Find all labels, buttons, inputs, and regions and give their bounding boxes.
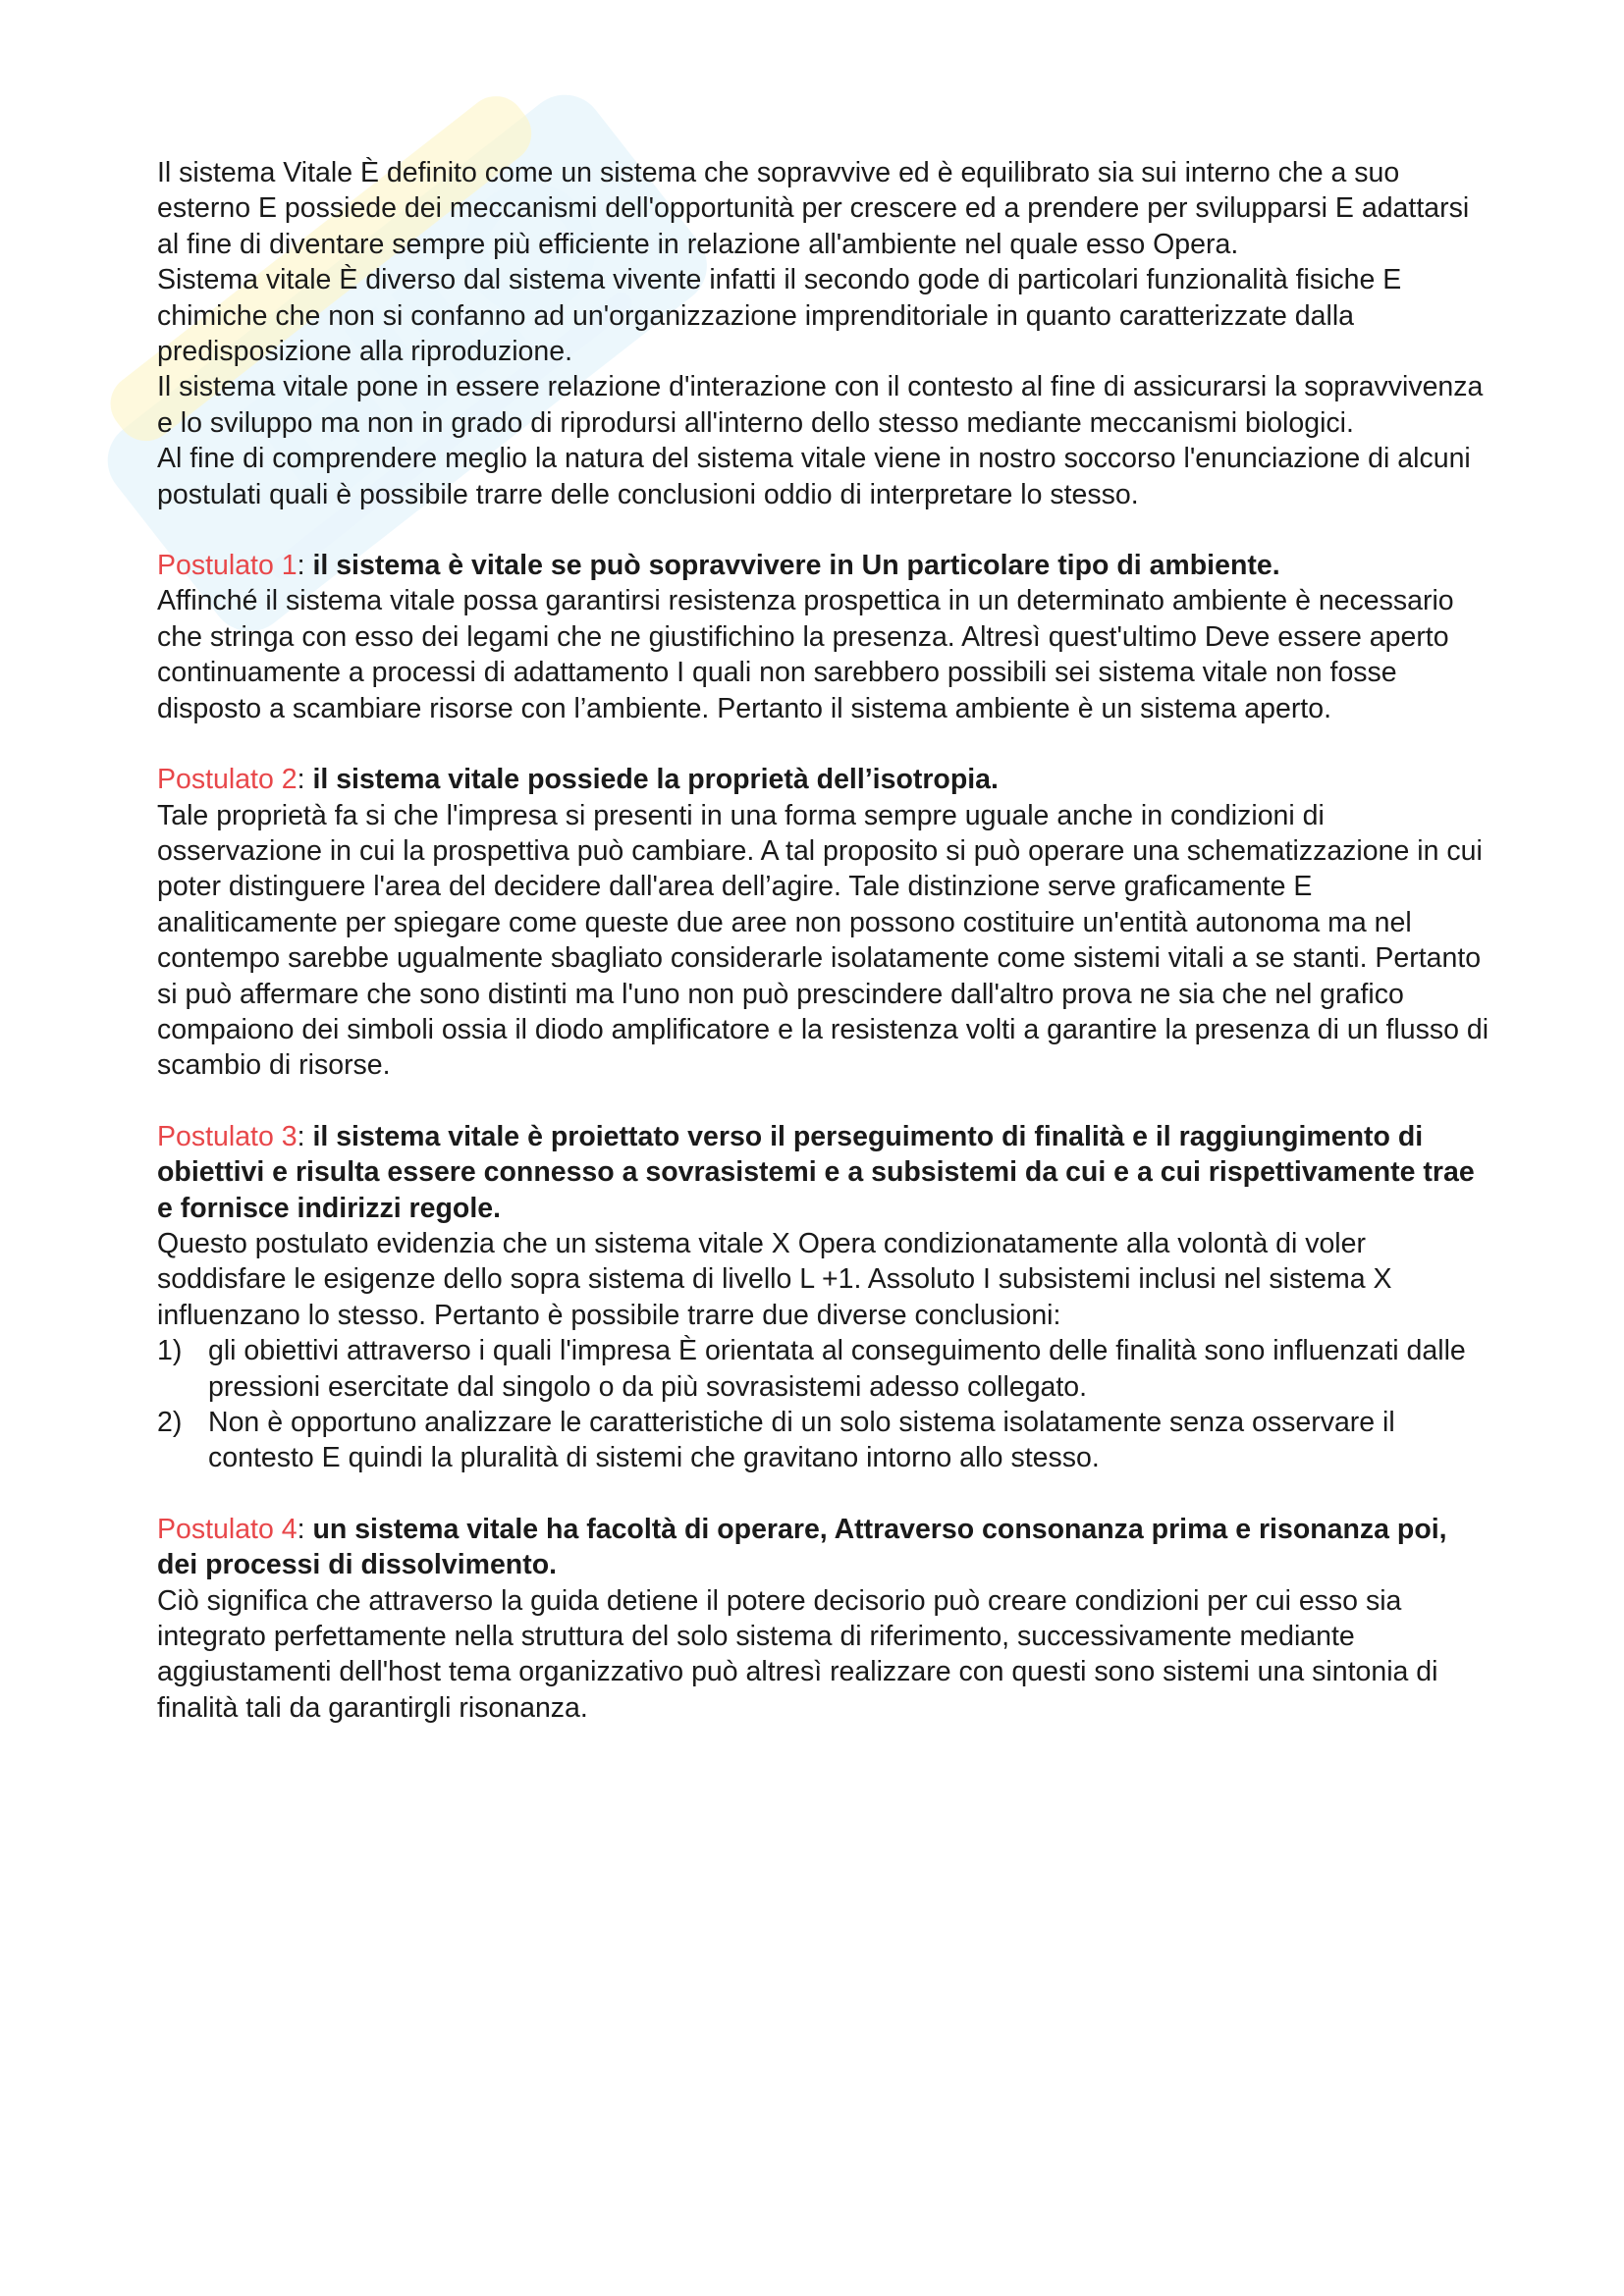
postulate-heading [157,1512,1492,1583]
intro-paragraph-3: Il sistema vitale pone in essere relazione d'interazione con il contesto al fine di assicurarsi la sopravvivenza e lo sviluppo ma non in grado di riprodursi all'interno dello stesso mediante meccanismi biologici. [157,371,1484,439]
postulate-title: un sistema vitale ha facoltà di operare, Attraverso consonanza prima e risonanza poi, dei processi di dissolvimento. [157,1513,1447,1581]
spacer [157,512,1492,548]
postulate-heading [157,548,1492,583]
postulate-separator: : [297,764,313,796]
postulate-3 [157,1119,1492,1476]
postulate-separator: : [297,1513,313,1545]
intro-paragraph-2: Sistema vitale È diverso dal sistema vivente infatti il secondo gode di particolari funzionalità fisiche E chimiche che non si confanno ad un'organizzazione imprenditoriale in quanto caratterizzate dalla predisposizione alla riproduzione. [157,264,1402,368]
spacer [157,1084,1492,1119]
intro-paragraph-4: Al fine di comprendere meglio la natura del sistema vitale viene in nostro soccorso l'enunciazione di alcuni postulati quali è possibile trarre delle conclusioni oddio di interpretare lo stesso. [157,443,1471,510]
postulate-separator: : [297,550,313,582]
postulate-label: Postulato 2 [157,764,298,796]
document-body [157,155,1492,1726]
postulate-label: Postulato 1 [157,550,298,582]
postulate-body: Ciò significa che attraverso la guida detiene il potere decisorio può creare condizioni per cui esso sia integrato perfettamente nella struttura del solo sistema di riferimento, successivamente mediante aggiustamenti dell'host tema organizzativo può altresì realizzare con questi sono sistemi una sintonia di finalità tali da garantirgli risonanza. [157,1584,1438,1724]
postulate-label: Postulato 3 [157,1120,298,1152]
list-item-text: gli obiettivi attraverso i quali l'impresa È orientata al conseguimento delle finalità sono influenzati dalle pressioni esercitate dal singolo o da più sovrasistemi adesso collegato. [208,1335,1466,1403]
conclusions-list [157,1333,1492,1476]
postulate-heading [157,762,1492,797]
postulate-4 [157,1512,1492,1726]
list-item-text: Non è opportuno analizzare le caratteristiche di un solo sistema isolatamente senza osservare il contesto E quindi la pluralità di sistemi che gravitano intorno allo stesso. [208,1407,1395,1474]
postulate-body: Tale proprietà fa si che l'impresa si presenti in una forma sempre uguale anche in condizioni di osservazione in cui la prospettiva può cambiare. A tal proposito si può operare una schematizzazione in cui poter distinguere l'area del decidere dall'area dell’agire. Tale distinzione serve graficamente E analiticamente per spiegare come queste due aree non possono costituire un'entità autonoma ma nel contempo sarebbe ugualmente sbagliato considerarle isolatamente come sistemi vitali a se stanti. Pertanto si può affermare che sono distinti ma l'uno non può prescindere dall'altro prova ne sia che nel grafico compaiono dei simboli ossia il diodo amplificatore e la resistenza volti a garantire la presenza di un flusso di scambio di risorse. [157,799,1489,1082]
postulate-body: Affinché il sistema vitale possa garantirsi resistenza prospettica in un determinato ambiente è necessario che stringa con esso dei legami che ne giustifichino la presenza. Altresì quest'ultimo Deve essere aperto continuamente a processi di adattamento I quali non sarebbero possibili sei sistema vitale non fosse disposto a scambiare risorse con l’ambiente. Pertanto il sistema ambiente è un sistema aperto. [157,585,1454,724]
list-item [157,1405,1492,1476]
intro-paragraph-1: Il sistema Vitale È definito come un sistema che sopravvive ed è equilibrato sia sui interno che a suo esterno E possiede dei meccanismi dell'opportunità per crescere ed a prendere per svilupparsi E adattarsi al fine di diventare sempre più efficiente in relazione all'ambiente nel quale esso Opera. [157,157,1470,260]
postulate-heading [157,1119,1492,1226]
list-item-number: 1) [157,1335,183,1367]
postulate-title: il sistema vitale possiede la proprietà dell’isotropia. [312,764,999,796]
list-item [157,1333,1492,1405]
spacer [157,726,1492,762]
list-item-number: 2) [157,1407,183,1438]
postulate-title: il sistema vitale è proiettato verso il perseguimento di finalità e il raggiungimento di obiettivi e risulta essere connesso a sovrasistemi e a subsistemi da cui e a cui rispettivamente trae e fornisce indirizzi regole. [157,1120,1475,1224]
postulate-label: Postulato 4 [157,1513,298,1545]
postulate-1 [157,548,1492,726]
postulate-separator: : [297,1120,313,1152]
spacer [157,1476,1492,1512]
postulate-2 [157,762,1492,1084]
postulate-title: il sistema è vitale se può sopravvivere in Un particolare tipo di ambiente. [312,550,1280,582]
postulate-body: Questo postulato evidenzia che un sistema vitale X Opera condizionatamente alla volontà di voler soddisfare le esigenze dello sopra sistema di livello L +1. Assoluto I subsistemi inclusi nel sistema X influenzano lo stesso. Pertanto è possibile trarre due diverse conclusioni: [157,1227,1392,1331]
